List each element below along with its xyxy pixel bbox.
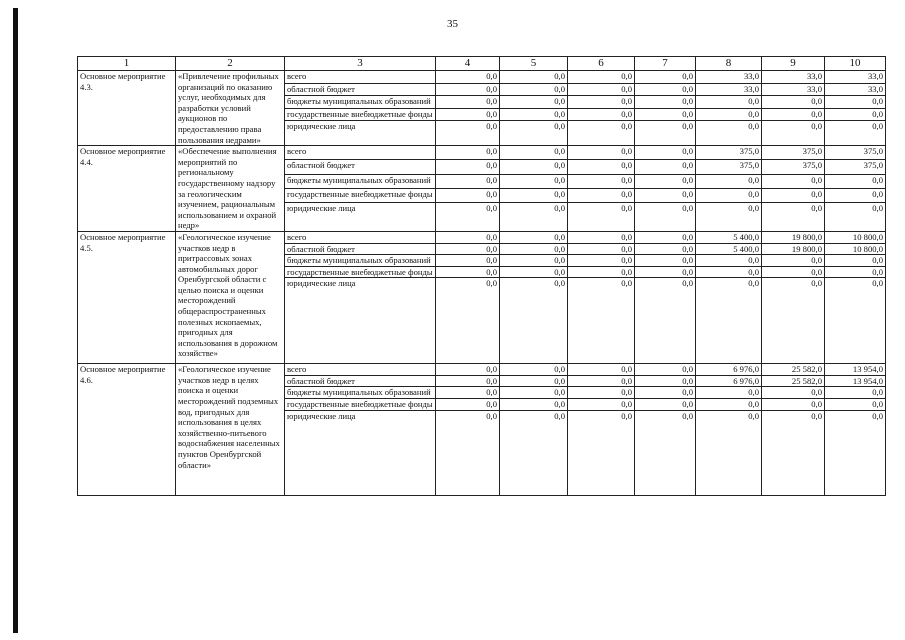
activity-name-cell: Основное мероприятие 4.3. (78, 71, 176, 146)
amount-cell: 0,0 (436, 146, 500, 160)
amount-cell: 0,0 (696, 278, 762, 364)
amount-cell: 0,0 (568, 364, 635, 376)
amount-cell: 0,0 (635, 83, 696, 96)
amount-cell: 0,0 (568, 71, 635, 84)
amount-cell: 10 800,0 (825, 243, 886, 255)
table-row (78, 231, 886, 243)
amount-cell: 0,0 (568, 202, 635, 231)
amount-cell: 0,0 (635, 174, 696, 188)
amount-cell: 0,0 (696, 202, 762, 231)
amount-cell: 0,0 (436, 278, 500, 364)
amount-cell: 0,0 (568, 278, 635, 364)
amount-cell: 375,0 (696, 146, 762, 160)
amount-cell: 0,0 (568, 399, 635, 411)
amount-cell: 0,0 (500, 255, 568, 267)
amount-cell: 6 976,0 (696, 375, 762, 387)
amount-cell: 0,0 (568, 174, 635, 188)
amount-cell: 0,0 (696, 108, 762, 121)
amount-cell: 5 400,0 (696, 231, 762, 243)
activity-title-cell: «Обеспечение выполнения мероприятий по региональному государственному надзору за геологическим изучением, рациональным использованием и охраной недр» (176, 146, 285, 232)
amount-cell: 0,0 (500, 108, 568, 121)
amount-cell: 0,0 (696, 387, 762, 399)
amount-cell: 0,0 (635, 231, 696, 243)
amount-cell: 0,0 (762, 96, 825, 109)
activity-name-cell: Основное мероприятие 4.4. (78, 146, 176, 232)
page-margin-bar (13, 8, 18, 633)
amount-cell: 0,0 (825, 174, 886, 188)
amount-cell: 0,0 (500, 121, 568, 146)
table-header-row (78, 57, 886, 71)
funding-source-cell: всего (285, 146, 436, 160)
amount-cell: 375,0 (762, 160, 825, 174)
amount-cell: 0,0 (825, 255, 886, 267)
amount-cell: 0,0 (696, 121, 762, 146)
funding-source-cell: государственные внебюджетные фонды (285, 188, 436, 202)
amount-cell: 0,0 (762, 255, 825, 267)
column-header: 8 (696, 57, 762, 71)
amount-cell: 25 582,0 (762, 375, 825, 387)
amount-cell: 375,0 (825, 160, 886, 174)
funding-source-cell: юридические лица (285, 121, 436, 146)
amount-cell: 375,0 (762, 146, 825, 160)
amount-cell: 6 976,0 (696, 364, 762, 376)
amount-cell: 0,0 (825, 121, 886, 146)
amount-cell: 0,0 (436, 399, 500, 411)
amount-cell: 0,0 (500, 266, 568, 278)
amount-cell: 0,0 (635, 96, 696, 109)
amount-cell: 0,0 (568, 83, 635, 96)
funding-source-cell: государственные внебюджетные фонды (285, 399, 436, 411)
amount-cell: 0,0 (500, 387, 568, 399)
amount-cell: 0,0 (500, 243, 568, 255)
funding-source-cell: областной бюджет (285, 83, 436, 96)
amount-cell: 0,0 (568, 231, 635, 243)
amount-cell: 0,0 (500, 278, 568, 364)
funding-source-cell: бюджеты муниципальных образований (285, 174, 436, 188)
funding-source-cell: областной бюджет (285, 160, 436, 174)
amount-cell: 0,0 (568, 410, 635, 495)
amount-cell: 0,0 (825, 266, 886, 278)
funding-source-cell: бюджеты муниципальных образований (285, 96, 436, 109)
amount-cell: 0,0 (696, 188, 762, 202)
amount-cell: 0,0 (436, 375, 500, 387)
activity-name-cell: Основное мероприятие 4.6. (78, 364, 176, 495)
amount-cell: 0,0 (825, 278, 886, 364)
amount-cell: 0,0 (635, 121, 696, 146)
amount-cell: 0,0 (762, 387, 825, 399)
amount-cell: 0,0 (500, 71, 568, 84)
amount-cell: 0,0 (696, 174, 762, 188)
column-header: 9 (762, 57, 825, 71)
amount-cell: 0,0 (500, 364, 568, 376)
amount-cell: 0,0 (500, 188, 568, 202)
funding-source-cell: бюджеты муниципальных образований (285, 255, 436, 267)
funding-source-cell: юридические лица (285, 278, 436, 364)
amount-cell: 0,0 (568, 96, 635, 109)
table-row (78, 146, 886, 160)
amount-cell: 0,0 (635, 146, 696, 160)
amount-cell: 0,0 (436, 174, 500, 188)
amount-cell: 0,0 (500, 83, 568, 96)
activity-name-cell: Основное мероприятие 4.5. (78, 231, 176, 363)
funding-source-cell: областной бюджет (285, 243, 436, 255)
amount-cell: 0,0 (635, 399, 696, 411)
column-header: 5 (500, 57, 568, 71)
amount-cell: 0,0 (436, 255, 500, 267)
amount-cell: 0,0 (762, 278, 825, 364)
amount-cell: 33,0 (696, 71, 762, 84)
column-header: 2 (176, 57, 285, 71)
amount-cell: 0,0 (825, 202, 886, 231)
amount-cell: 0,0 (825, 108, 886, 121)
amount-cell: 0,0 (635, 108, 696, 121)
amount-cell: 0,0 (436, 231, 500, 243)
amount-cell: 0,0 (500, 202, 568, 231)
amount-cell: 0,0 (635, 375, 696, 387)
amount-cell: 0,0 (635, 255, 696, 267)
activity-title-cell: «Геологическое изучение участков недр в притрассовых зонах автомобильных дорог Оренбургской области с целью поиска и оценки месторождений общераспространенных полезных ископаемых, пригодных для использования в дорожном хозяйстве» (176, 231, 285, 363)
amount-cell: 19 800,0 (762, 243, 825, 255)
amount-cell: 0,0 (825, 399, 886, 411)
amount-cell: 0,0 (568, 108, 635, 121)
amount-cell: 0,0 (436, 96, 500, 109)
amount-cell: 0,0 (762, 410, 825, 495)
amount-cell: 0,0 (436, 121, 500, 146)
amount-cell: 25 582,0 (762, 364, 825, 376)
amount-cell: 13 954,0 (825, 375, 886, 387)
amount-cell: 0,0 (762, 174, 825, 188)
amount-cell: 0,0 (436, 83, 500, 96)
page-number: 35 (447, 18, 458, 30)
amount-cell: 0,0 (762, 108, 825, 121)
amount-cell: 0,0 (436, 202, 500, 231)
amount-cell: 0,0 (762, 202, 825, 231)
amount-cell: 0,0 (825, 188, 886, 202)
funding-source-cell: бюджеты муниципальных образований (285, 387, 436, 399)
funding-source-cell: государственные внебюджетные фонды (285, 108, 436, 121)
funding-source-cell: областной бюджет (285, 375, 436, 387)
amount-cell: 0,0 (500, 231, 568, 243)
amount-cell: 0,0 (436, 160, 500, 174)
amount-cell: 10 800,0 (825, 231, 886, 243)
column-header: 10 (825, 57, 886, 71)
column-header: 4 (436, 57, 500, 71)
amount-cell: 0,0 (500, 96, 568, 109)
amount-cell: 0,0 (635, 71, 696, 84)
amount-cell: 0,0 (762, 266, 825, 278)
amount-cell: 0,0 (500, 410, 568, 495)
amount-cell: 0,0 (762, 399, 825, 411)
amount-cell: 0,0 (635, 188, 696, 202)
amount-cell: 0,0 (635, 266, 696, 278)
funding-source-cell: всего (285, 364, 436, 376)
amount-cell: 0,0 (436, 410, 500, 495)
funding-source-cell: государственные внебюджетные фонды (285, 266, 436, 278)
amount-cell: 0,0 (696, 266, 762, 278)
amount-cell: 0,0 (635, 202, 696, 231)
amount-cell: 13 954,0 (825, 364, 886, 376)
amount-cell: 0,0 (500, 160, 568, 174)
amount-cell: 0,0 (568, 266, 635, 278)
amount-cell: 0,0 (436, 188, 500, 202)
amount-cell: 0,0 (696, 255, 762, 267)
amount-cell: 0,0 (568, 243, 635, 255)
amount-cell: 33,0 (825, 83, 886, 96)
amount-cell: 0,0 (568, 375, 635, 387)
amount-cell: 0,0 (762, 121, 825, 146)
amount-cell: 0,0 (635, 243, 696, 255)
amount-cell: 0,0 (568, 146, 635, 160)
funding-source-cell: юридические лица (285, 410, 436, 495)
amount-cell: 0,0 (436, 266, 500, 278)
amount-cell: 0,0 (568, 121, 635, 146)
amount-cell: 0,0 (436, 71, 500, 84)
amount-cell: 0,0 (762, 188, 825, 202)
amount-cell: 0,0 (825, 410, 886, 495)
funding-source-cell: всего (285, 231, 436, 243)
amount-cell: 0,0 (635, 278, 696, 364)
amount-cell: 0,0 (696, 96, 762, 109)
budget-table (77, 56, 886, 496)
column-header: 3 (285, 57, 436, 71)
amount-cell: 375,0 (696, 160, 762, 174)
amount-cell: 0,0 (436, 108, 500, 121)
amount-cell: 0,0 (635, 364, 696, 376)
amount-cell: 0,0 (568, 160, 635, 174)
amount-cell: 33,0 (696, 83, 762, 96)
column-header: 7 (635, 57, 696, 71)
funding-source-cell: юридические лица (285, 202, 436, 231)
amount-cell: 375,0 (825, 146, 886, 160)
amount-cell: 0,0 (635, 387, 696, 399)
amount-cell: 19 800,0 (762, 231, 825, 243)
amount-cell: 0,0 (696, 399, 762, 411)
table-row (78, 71, 886, 84)
amount-cell: 0,0 (500, 174, 568, 188)
amount-cell: 0,0 (568, 188, 635, 202)
amount-cell: 0,0 (436, 243, 500, 255)
amount-cell: 0,0 (635, 160, 696, 174)
amount-cell: 33,0 (825, 71, 886, 84)
amount-cell: 0,0 (500, 375, 568, 387)
amount-cell: 33,0 (762, 71, 825, 84)
amount-cell: 0,0 (825, 387, 886, 399)
amount-cell: 0,0 (825, 96, 886, 109)
column-header: 1 (78, 57, 176, 71)
amount-cell: 0,0 (568, 255, 635, 267)
amount-cell: 0,0 (568, 387, 635, 399)
amount-cell: 0,0 (500, 146, 568, 160)
amount-cell: 0,0 (635, 410, 696, 495)
amount-cell: 0,0 (436, 387, 500, 399)
activity-title-cell: «Привлечение профильных организаций по оказанию услуг, необходимых для разработки условий аукционов по предоставлению права пользования недрами» (176, 71, 285, 146)
amount-cell: 5 400,0 (696, 243, 762, 255)
column-header: 6 (568, 57, 635, 71)
amount-cell: 33,0 (762, 83, 825, 96)
amount-cell: 0,0 (436, 364, 500, 376)
table-row (78, 364, 886, 376)
activity-title-cell: «Геологическое изучение участков недр в целях поиска и оценки месторождений подземных вод, пригодных для использования в целях хозяйственно-питьевого водоснабжения населенных пунктов Оренбургской области» (176, 364, 285, 495)
amount-cell: 0,0 (696, 410, 762, 495)
amount-cell: 0,0 (500, 399, 568, 411)
funding-source-cell: всего (285, 71, 436, 84)
